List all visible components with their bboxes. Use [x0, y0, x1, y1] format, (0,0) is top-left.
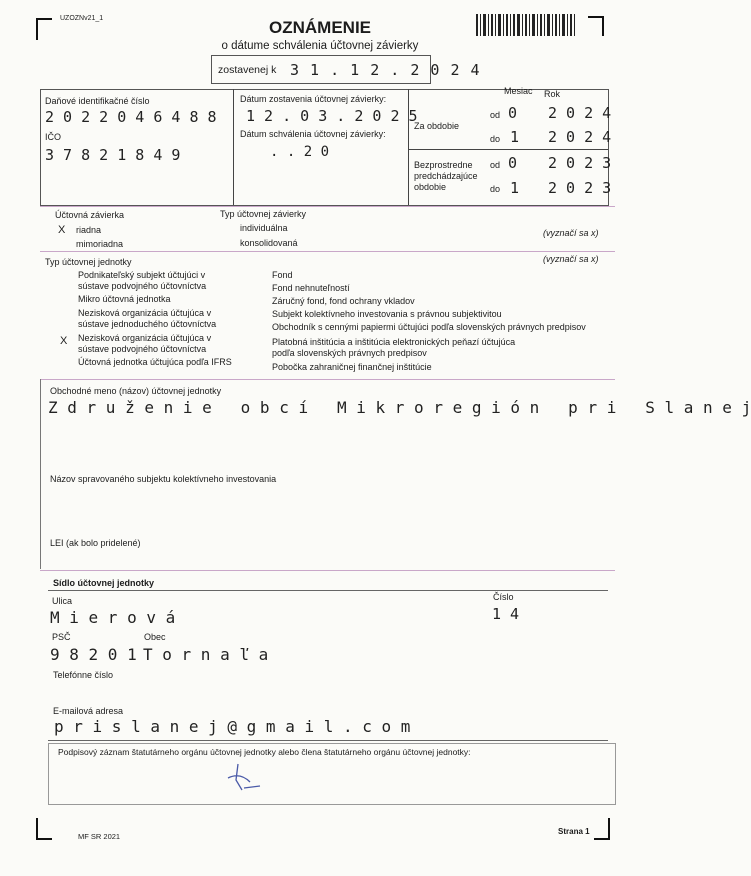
street-value[interactable]: M i e r o v á [50, 608, 176, 627]
previous-to-year[interactable]: 2 0 2 3 [548, 179, 612, 197]
year-label: Rok [544, 89, 561, 99]
statement-selected-mark[interactable]: X [58, 224, 66, 236]
entity-selected-mark[interactable]: X [60, 335, 68, 347]
entity-left-option-4[interactable]: Nezisková organizácia účtujúca v sústave podvojného účtovníctva [78, 333, 212, 354]
barcode [476, 14, 576, 36]
ico-value[interactable]: 3 7 8 2 1 8 4 9 [45, 146, 181, 164]
entity-right-option-4[interactable]: Subjekt kolektívneho investovania s právnou subjektivitou [272, 309, 502, 319]
email-value[interactable]: p r i s l a n e j @ g m a i l . c o m [54, 717, 411, 736]
previous-to-label: do [490, 184, 501, 194]
entity-right-option-5[interactable]: Obchodník s cennými papiermi účtujúci podľa slovenských právnych predpisov [272, 322, 586, 332]
date-compiled-value[interactable]: 1 2 . 0 3 . 2 0 2 5 [246, 107, 418, 125]
current-from-label: od [490, 110, 501, 120]
previous-period-label: Bezprostredne predchádzajúce obdobie [414, 160, 478, 192]
statement-label: Účtovná závierka [55, 210, 125, 220]
previous-to-month[interactable]: 1 [510, 179, 520, 197]
previous-from-month[interactable]: 0 [508, 154, 518, 172]
entity-right-option-2[interactable]: Fond nehnuteľností [272, 283, 350, 293]
city-value[interactable]: T o r n a ľ a [143, 645, 269, 664]
month-label: Mesiac [504, 86, 533, 96]
prepared-date-value[interactable]: 3 1 . 1 2 . 2 0 2 4 [290, 61, 481, 79]
footer-page-number: Strana 1 [558, 827, 590, 836]
signature-label: Podpisový záznam štatutárneho orgánu účtovnej jednotky alebo člena štatutárneho orgánu účtovnej jednotky: [58, 747, 471, 757]
entity-left-option-2[interactable]: Mikro účtovná jednotka [78, 294, 171, 304]
tax-id-value[interactable]: 2 0 2 2 0 4 6 4 8 8 [45, 108, 217, 126]
city-label: Obec [144, 632, 166, 642]
statement-option-extraordinary[interactable]: mimoriadna [76, 239, 124, 249]
current-to-month[interactable]: 1 [510, 128, 520, 146]
form-code: UZOZNv21_1 [60, 15, 104, 22]
date-approved-value[interactable]: . . 2 0 [270, 144, 330, 160]
number-value[interactable]: 1 4 [492, 605, 520, 623]
statement-type-individual[interactable]: individuálna [240, 223, 288, 233]
current-from-year[interactable]: 2 0 2 4 [548, 104, 612, 122]
page-title: OZNÁMENIE [269, 18, 371, 37]
number-label: Číslo [493, 592, 514, 602]
statement-option-regular[interactable]: riadna [76, 225, 102, 235]
fund-name-label: Názov spravovaného subjektu kolektívneho investovania [50, 474, 277, 484]
entity-type-hint: (vyznačí sa x) [543, 254, 599, 264]
current-to-label: do [490, 134, 501, 144]
previous-from-year[interactable]: 2 0 2 3 [548, 154, 612, 172]
previous-from-label: od [490, 160, 501, 170]
current-period-label: Za obdobie [414, 121, 460, 131]
statement-type-consolidated[interactable]: konsolidovaná [240, 238, 298, 248]
email-label: E-mailová adresa [53, 706, 124, 716]
statement-type-label: Typ účtovnej závierky [220, 209, 307, 219]
street-label: Ulica [52, 596, 73, 606]
business-name-value[interactable]: Z d r u ž e n i e o b c í M i k r o r e g i ó n p r i S l a n e j [48, 398, 751, 417]
ico-label: IČO [45, 132, 62, 142]
statement-hint: (vyznačí sa x) [543, 228, 599, 238]
corner-mark-bottom-right [594, 818, 610, 840]
entity-type-label: Typ účtovnej jednotky [45, 257, 132, 267]
signature-mark [220, 760, 270, 795]
entity-right-option-6[interactable]: Platobná inštitúcia a inštitúcia elektronických peňazí účtujúca podľa slovenských právnych predpisov [272, 337, 516, 358]
zip-label: PSČ [52, 632, 71, 642]
entity-left-option-1[interactable]: Podnikateľský subjekt účtujúci v sústave podvojného účtovníctva [78, 270, 207, 291]
entity-right-option-1[interactable]: Fond [272, 270, 293, 280]
lei-label: LEI (ak bolo pridelené) [50, 538, 141, 548]
current-from-month[interactable]: 0 [508, 104, 518, 122]
footer-form-version: MF SR 2021 [78, 832, 121, 841]
phone-label: Telefónne číslo [53, 670, 114, 680]
address-heading: Sídlo účtovnej jednotky [53, 578, 155, 588]
date-approved-label: Dátum schválenia účtovnej závierky: [240, 129, 386, 139]
corner-mark-top-right [588, 16, 604, 36]
corner-mark-top-left [36, 18, 52, 40]
entity-right-option-7[interactable]: Pobočka zahraničnej finančnej inštitúcie [272, 362, 432, 372]
prepared-label: zostavenej k [218, 64, 277, 76]
date-compiled-label: Dátum zostavenia účtovnej závierky: [240, 94, 387, 104]
entity-left-option-3[interactable]: Nezisková organizácia účtujúca v sústave jednoduchého účtovníctva [78, 308, 217, 329]
current-to-year[interactable]: 2 0 2 4 [548, 128, 612, 146]
entity-left-option-5[interactable]: Účtovná jednotka účtujúca podľa IFRS [78, 357, 232, 367]
page-subtitle: o dátume schválenia účtovnej závierky [221, 40, 419, 52]
zip-value[interactable]: 9 8 2 0 1 [50, 645, 137, 664]
business-name-label: Obchodné meno (názov) účtovnej jednotky [50, 386, 222, 396]
tax-id-label: Daňové identifikačné číslo [45, 96, 150, 106]
entity-right-option-3[interactable]: Záručný fond, fond ochrany vkladov [272, 296, 415, 306]
corner-mark-bottom-left [36, 818, 52, 840]
